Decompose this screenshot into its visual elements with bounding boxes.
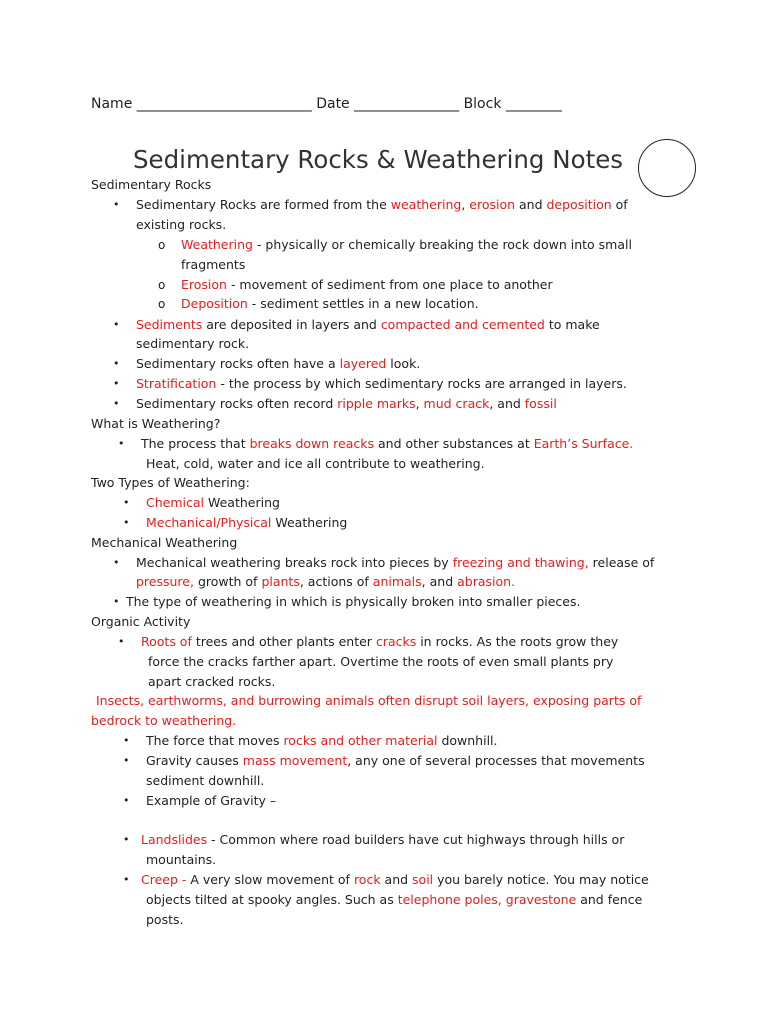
list-item-continuation: existing rocks. [136,217,227,232]
circle-bullet-icon: o [158,297,166,311]
list-item: Sediments are deposited in layers and compacted and cemented to make [136,317,600,332]
sub-list-item: Weathering - physically or chemically breaking the rock down into small [181,237,632,252]
insects-note-continuation: bedrock to weathering. [91,713,237,728]
sub-list-item: Deposition - sediment settles in a new location. [181,296,479,311]
bullet-icon: • [123,496,130,509]
bullet-icon: • [123,516,130,529]
sub-list-item-continuation: fragments [181,257,246,272]
list-item: Gravity causes mass movement, any one of several processes that movements [146,753,645,768]
list-item-continuation: objects tilted at spooky angles. Such as telephone poles, gravestone and fence [146,892,643,907]
page-title: Sedimentary Rocks & Weathering Notes [133,145,624,174]
list-item: Chemical Weathering [146,495,280,510]
bullet-icon: • [118,437,125,450]
list-item: Sedimentary Rocks are formed from the weathering, erosion and deposition of [136,197,628,212]
section-heading-two-types: Two Types of Weathering: [91,475,250,490]
section-heading-mechanical-weathering: Mechanical Weathering [91,535,238,550]
list-item-continuation: pressure, growth of plants, actions of animals, and abrasion. [136,574,516,589]
list-item: Roots of trees and other plants enter cracks in rocks. As the roots grow they [141,634,619,649]
bullet-icon: • [123,754,130,767]
bullet-icon: • [113,318,120,331]
list-item-continuation: apart cracked rocks. [148,674,276,689]
bullet-icon: • [113,198,120,211]
bullet-icon: • [113,556,120,569]
insects-note: Insects, earthworms, and burrowing animals often disrupt soil layers, exposing parts of [96,693,642,708]
bullet-icon: • [123,833,130,846]
section-heading-sedimentary-rocks: Sedimentary Rocks [91,177,212,192]
bullet-icon: • [113,397,120,410]
circle-bullet-icon: o [158,238,166,252]
list-item: Example of Gravity – [146,793,277,808]
section-heading-what-is-weathering: What is Weathering? [91,416,221,431]
list-item: The force that moves rocks and other material downhill. [146,733,498,748]
list-item-continuation: sedimentary rock. [136,336,250,351]
sub-list-item: Erosion - movement of sediment from one place to another [181,277,553,292]
circle-bullet-icon: o [158,278,166,292]
header-name-date-block: Name _________________________ Date _______________ Block ________ [91,96,562,112]
list-item: Sedimentary rocks often have a layered look. [136,356,421,371]
bullet-icon: • [123,734,130,747]
list-item: The process that breaks down reacks and other substances at Earth’s Surface. [141,436,634,451]
list-item-continuation: force the cracks farther apart. Overtime the roots of even small plants pry [148,654,614,669]
bullet-icon: • [123,873,130,886]
list-item-continuation: posts. [146,912,184,927]
list-item: Stratification - the process by which sedimentary rocks are arranged in layers. [136,376,627,391]
bullet-icon: • [113,357,120,370]
list-item: Landslides - Common where road builders have cut highways through hills or [141,832,625,847]
blank-circle [638,139,696,197]
bullet-icon: • [113,377,120,390]
list-item: Mechanical/Physical Weathering [146,515,348,530]
list-item: The type of weathering in which is physically broken into smaller pieces. [126,594,581,609]
list-item: Creep - A very slow movement of rock and soil you barely notice. You may notice [141,872,649,887]
list-item: Sedimentary rocks often record ripple marks, mud crack, and fossil [136,396,557,411]
list-item-continuation: mountains. [146,852,217,867]
section-heading-organic-activity: Organic Activity [91,614,191,629]
bullet-icon: • [123,794,130,807]
list-item-continuation: Heat, cold, water and ice all contribute to weathering. [146,456,485,471]
bullet-icon: • [113,595,120,608]
bullet-icon: • [118,635,125,648]
list-item: Mechanical weathering breaks rock into pieces by freezing and thawing, release of [136,555,655,570]
list-item-continuation: sediment downhill. [146,773,265,788]
